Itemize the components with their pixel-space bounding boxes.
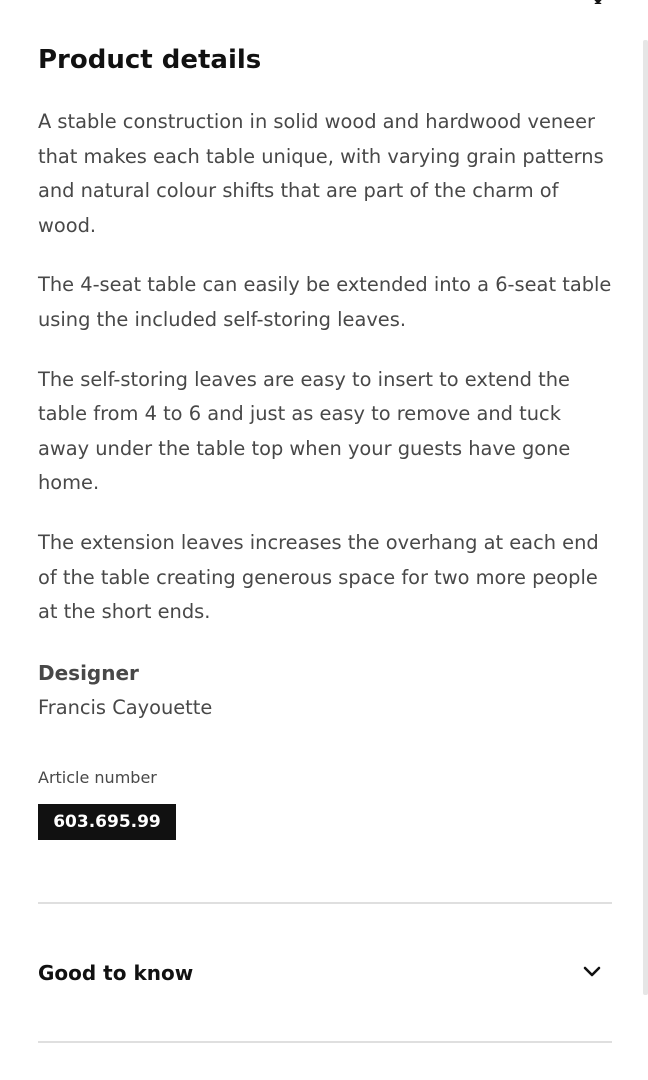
article-number-label: Article number <box>38 768 157 787</box>
good-to-know-accordion[interactable] <box>38 904 612 1041</box>
close-icon <box>586 0 610 4</box>
accordion-title: Good to know <box>38 961 194 985</box>
description-paragraph: A stable construction in solid wood and hardwood veneer that makes each table unique, with varying grain patterns and natural colour shifts that are part of the charm of wood. <box>38 110 604 237</box>
chevron-down-icon <box>582 964 602 980</box>
article-number-badge: 603.695.99 <box>38 804 176 840</box>
close-button[interactable] <box>586 0 610 4</box>
scrollbar[interactable] <box>643 40 648 995</box>
description <box>38 105 612 655</box>
divider <box>38 1041 612 1043</box>
page-title: Product details <box>38 45 262 75</box>
designer-label: Designer <box>38 661 139 685</box>
description-paragraph: The self-storing leaves are easy to insert to extend the table from 4 to 6 and just as easy to remove and tuck away under the table top when your guests have gone home. <box>38 367 571 495</box>
designer-name: Francis Cayouette <box>38 696 213 719</box>
description-paragraph: The extension leaves increases the overhang at each end of the table creating generous space for two more people at the short ends. <box>38 530 599 624</box>
description-paragraph: The 4-seat table can easily be extended into a 6-seat table using the included self-storing leaves. <box>38 273 612 331</box>
